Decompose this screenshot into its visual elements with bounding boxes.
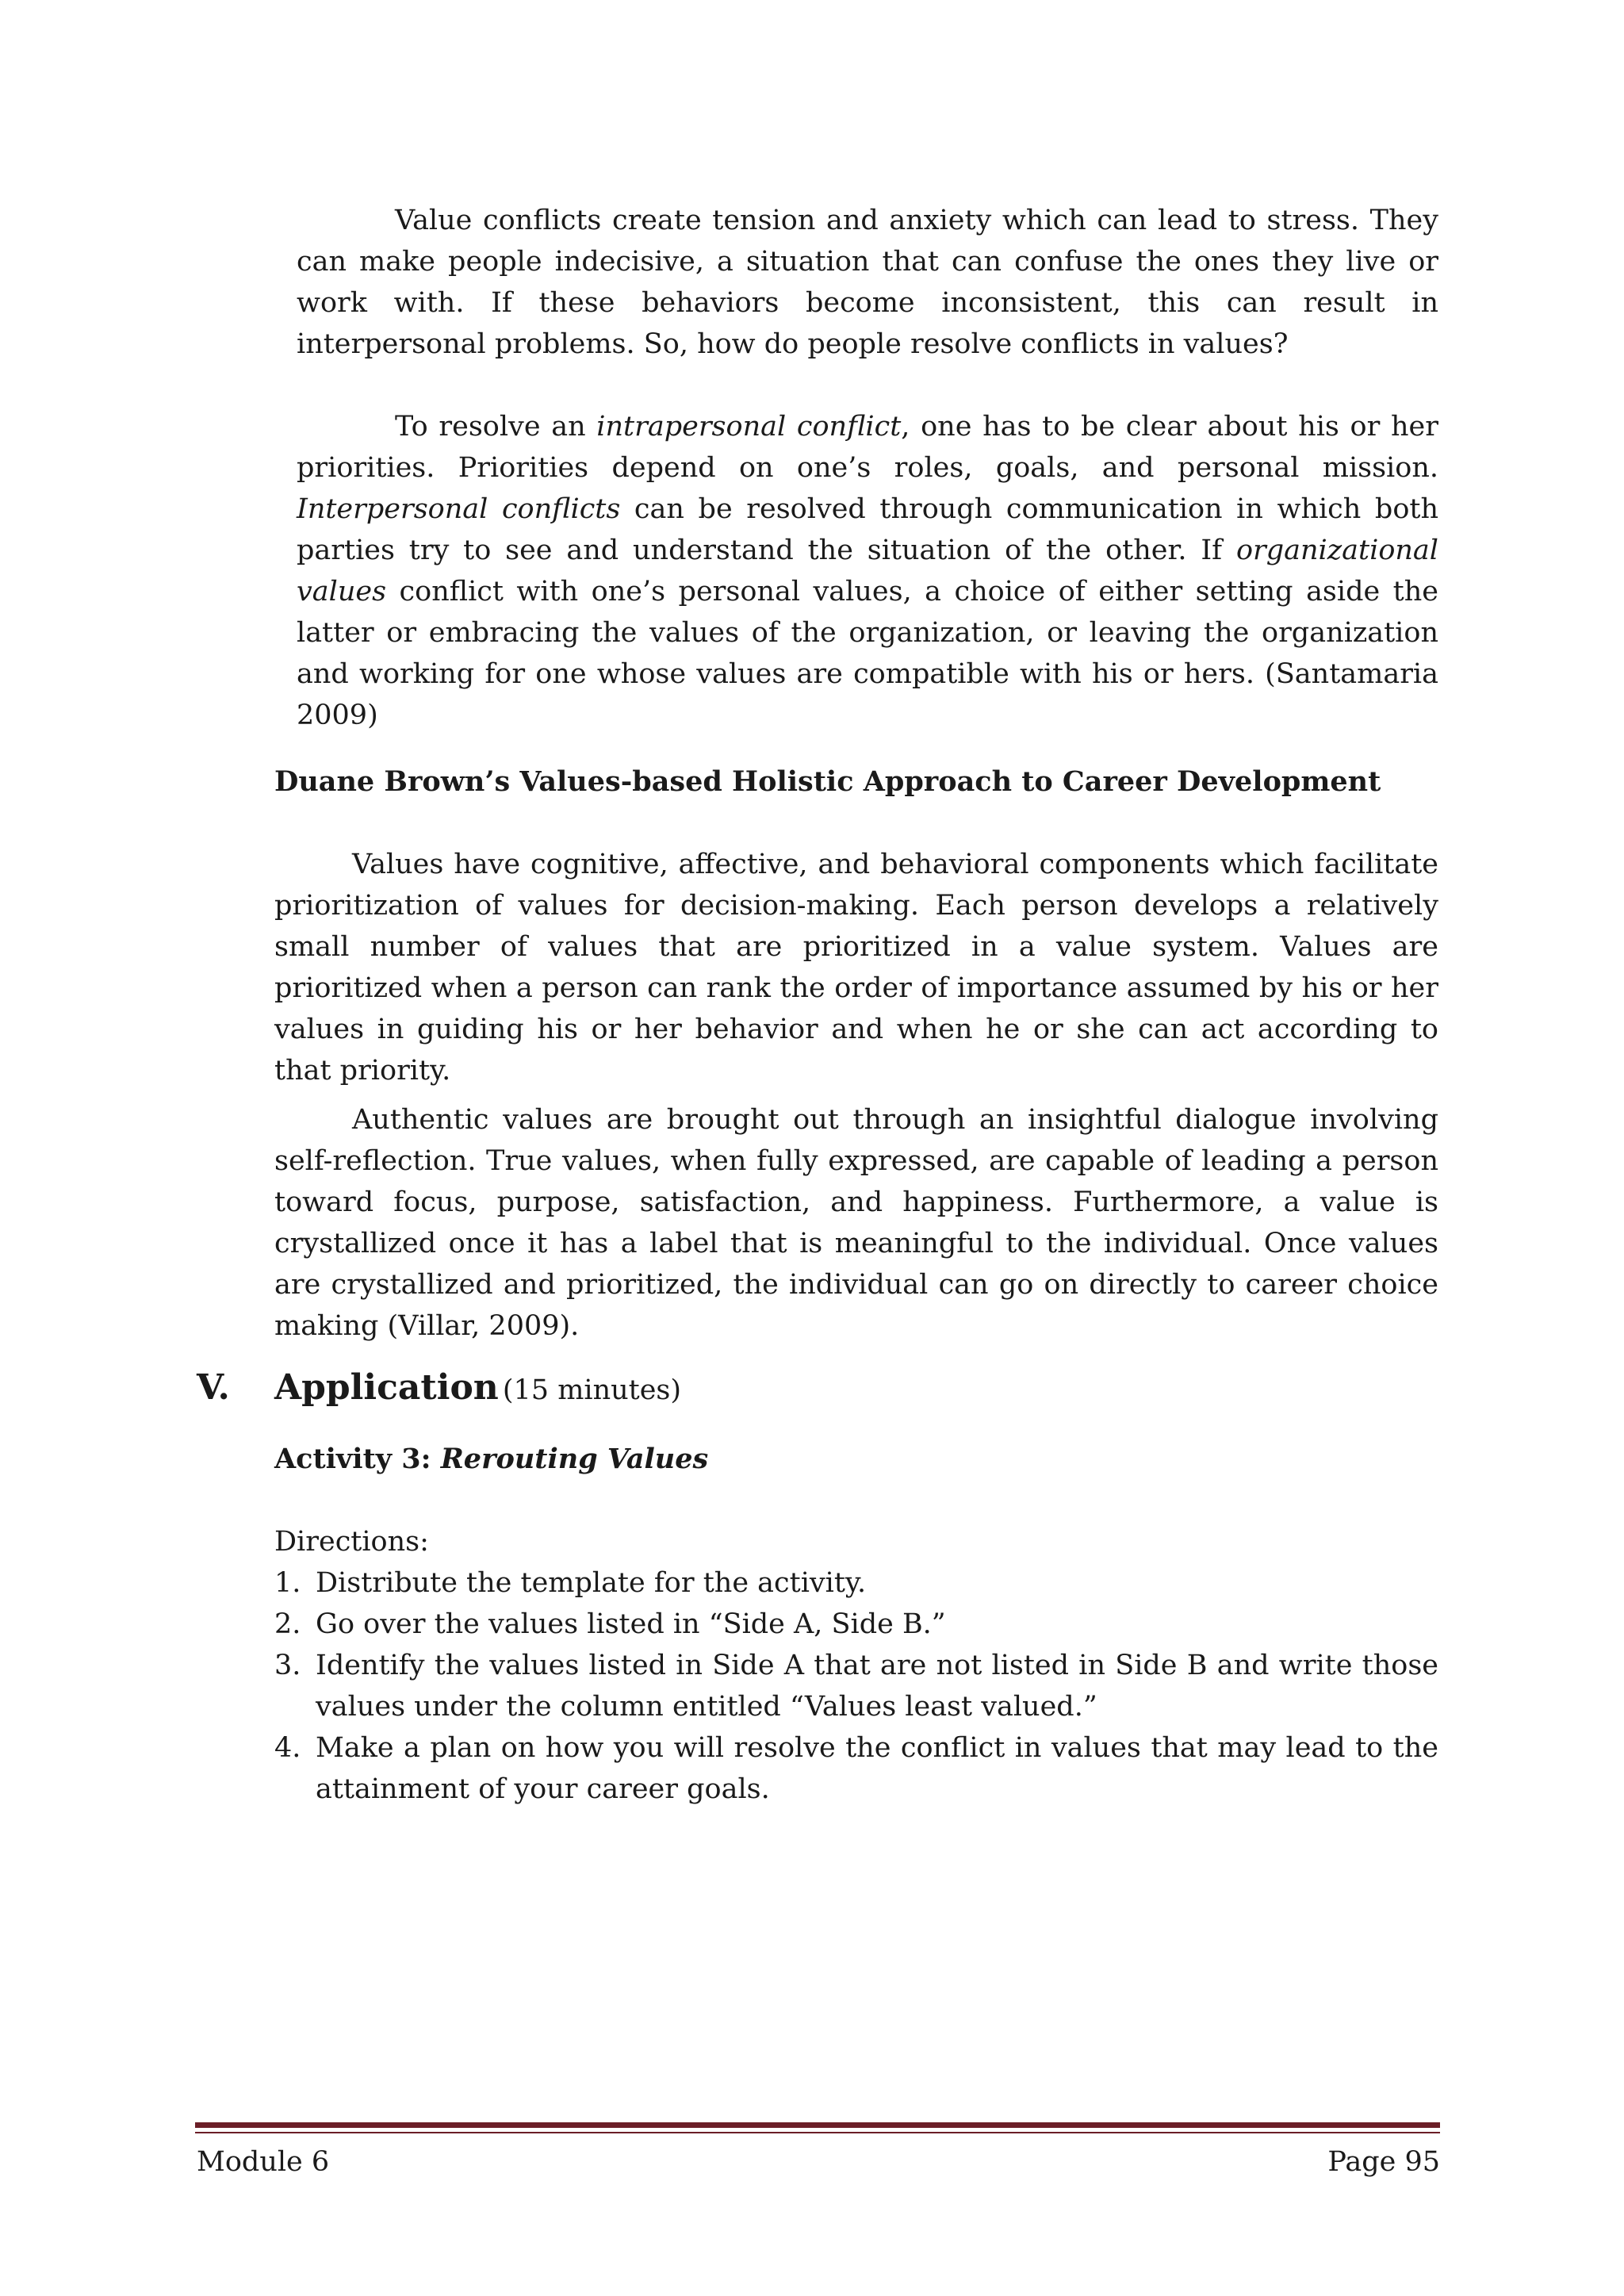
list-item [274, 1562, 1438, 1604]
section-numeral: V. [197, 1367, 230, 1408]
list-item-number: 2. [274, 1608, 301, 1640]
list-item-text: Distribute the template for the activity. [316, 1567, 867, 1599]
footer-rule [195, 2122, 1440, 2128]
paragraph-values-components: Values have cognitive, affective, and behavioral components which facilitate prioritization of values for decision-making. Each person develops a relatively small number of values that are prioritized in a value system. Values are prioritized when a person can rank the order of importance assumed by his or her values in guiding his or her behavior and when he or she can act according to that priority. [274, 849, 1438, 1087]
directions-list [274, 1562, 1438, 1810]
text-segment: can be resolved through communication in which both parties try to see and understand the situation of the other. If [297, 493, 1438, 566]
activity-name: Rerouting Values [440, 1443, 709, 1475]
term-interpersonal-conflicts: Interpersonal conflicts [297, 493, 621, 525]
term-intrapersonal-conflict: intrapersonal conflict [596, 411, 902, 443]
section-heading: Duane Brown’s Values-based Holistic Approach to Career Development [274, 765, 1381, 798]
text-segment: conflict with one’s personal values, a choice of either setting aside the latter or embracing the values of the organization, or leaving the organization and working for one whose values are compatible with his or hers. (Santamaria 2009) [297, 576, 1438, 731]
list-item [274, 1727, 1438, 1810]
list-item-number: 4. [274, 1732, 301, 1764]
list-item [274, 1645, 1438, 1727]
section-duration: (15 minutes) [502, 1374, 682, 1406]
footer-page-number: Page 95 [1327, 2146, 1440, 2178]
paragraph-resolve-conflicts [297, 406, 1438, 736]
activity-heading [274, 1439, 708, 1480]
section-application-heading [197, 1363, 1465, 1420]
directions-label: Directions: [274, 1526, 429, 1558]
text-segment: , one has to be clear about his or her priorities. Priorities depend on one’s roles, goals, and personal mission. [297, 411, 1438, 484]
term-organizational-values: organizational values [297, 535, 1438, 608]
list-item-number: 3. [274, 1650, 301, 1681]
paragraph-authentic-values: Authentic values are brought out through an insightful dialogue involving self-reflection. True values, when fully expressed, are capable of leading a person toward focus, purpose, satisfaction, and happiness. Furthermore, a value is crystallized once it has a label that is meaningful to the individual. Once values are crystallized and prioritized, the individual can go on directly to career choice making (Villar, 2009). [274, 1104, 1438, 1342]
list-item [274, 1604, 1438, 1645]
list-item-number: 1. [274, 1567, 301, 1599]
activity-label: Activity 3: [274, 1443, 441, 1475]
footer-module: Module 6 [197, 2146, 330, 2178]
section-title: Application [274, 1367, 499, 1408]
paragraph-value-conflicts: Value conflicts create tension and anxiety which can lead to stress. They can make people indecisive, a situation that can confuse the ones they live or work with. If these behaviors become inconsistent, this can result in interpersonal problems. So, how do people resolve conflicts in values? [297, 205, 1438, 360]
footer-rule-thin [195, 2132, 1440, 2133]
list-item-text: Go over the values listed in “Side A, Side B.” [316, 1608, 946, 1640]
list-item-text: Make a plan on how you will resolve the conflict in values that may lead to the attainment of your career goals. [316, 1732, 1438, 1805]
list-item-text: Identify the values listed in Side A that are not listed in Side B and write those values under the column entitled “Values least valued.” [316, 1650, 1438, 1723]
text-segment: To resolve an [395, 411, 597, 443]
